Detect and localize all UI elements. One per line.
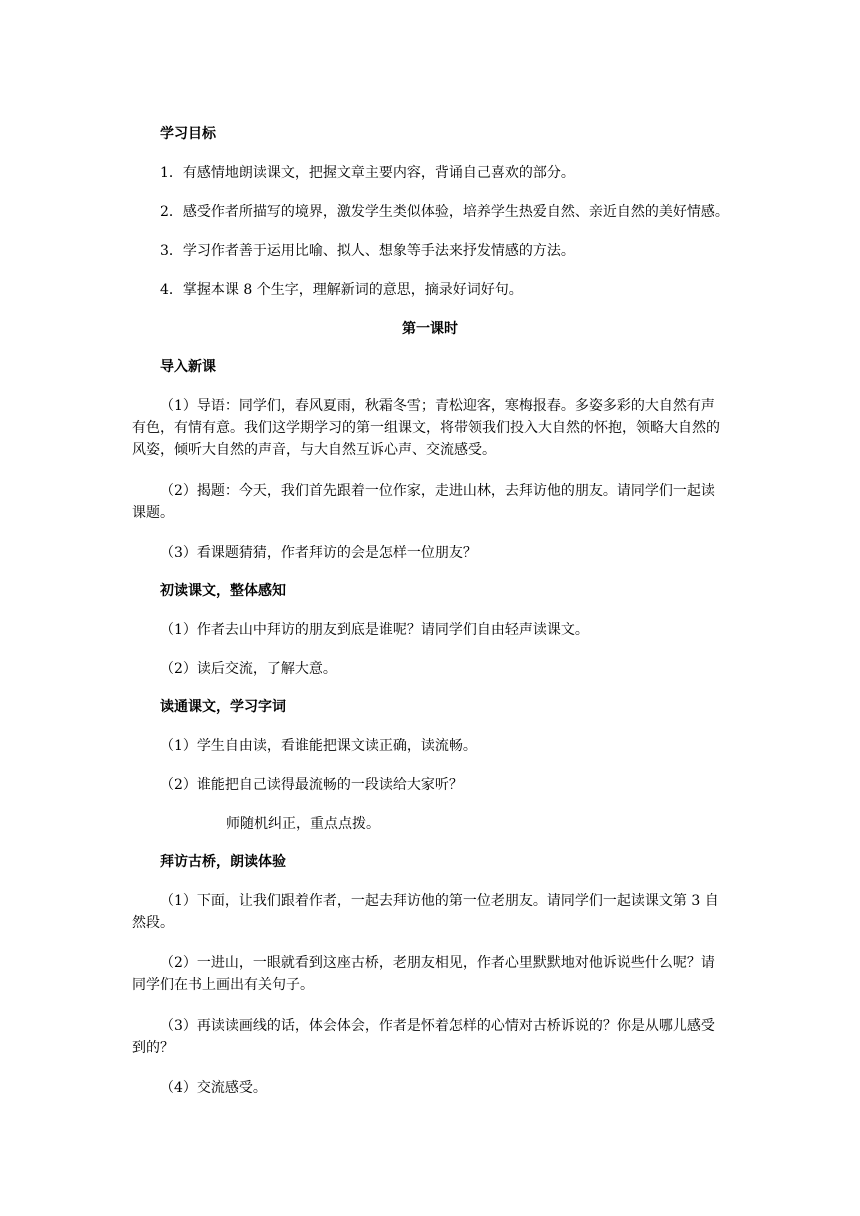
lesson-title: 第一课时 xyxy=(402,321,458,337)
paragraph-line: 同学们在书上画出有关句子。 xyxy=(132,977,314,993)
paragraph-line: （2）读后交流，了解大意。 xyxy=(160,661,337,677)
paragraph-line: （2）一进山，一眼就看到这座古桥，老朋友相见，作者心里默默地对他诉说些什么呢？请 xyxy=(160,955,715,971)
paragraph-line: 风姿，倾听大自然的声音，与大自然互诉心声、交流感受。 xyxy=(132,442,496,458)
objective-item: 3．学习作者善于运用比喻、拟人、想象等手法来抒发情感的方法。 xyxy=(160,243,575,259)
paragraph-line: （2）揭题：今天，我们首先跟着一位作家，走进山林，去拜访他的朋友。请同学们一起读 xyxy=(160,483,715,499)
paragraph-line: （3）再读读画线的话，体会体会，作者是怀着怎样的心情对古桥诉说的？你是从哪儿感受 xyxy=(160,1018,715,1034)
paragraph-line: 有色，有情有意。我们这学期学习的第一组课文，将带领我们投入大自然的怀抱，领略大自然的 xyxy=(132,420,720,436)
paragraph-line: （2）谁能把自己读得最流畅的一段读给大家听？ xyxy=(160,777,463,793)
objective-item: 4．掌握本课 8 个生字，理解新词的意思，摘录好词好句。 xyxy=(160,282,523,298)
paragraph-line: （1）导语：同学们，春风夏雨，秋霜冬雪；青松迎客，寒梅报春。多姿多彩的大自然有声 xyxy=(160,398,715,414)
section-heading-visit-bridge: 拜访古桥，朗读体验 xyxy=(160,854,286,870)
paragraph-line: 到的？ xyxy=(132,1040,174,1056)
paragraph-line: （1）学生自由读，看谁能把课文读正确，读流畅。 xyxy=(160,738,477,754)
paragraph-line: （1）作者去山中拜访的朋友到底是谁呢？请同学们自由轻声读课文。 xyxy=(160,622,589,638)
paragraph-line: 师随机纠正，重点点拨。 xyxy=(226,816,380,832)
section-heading-intro: 导入新课 xyxy=(160,359,216,375)
objective-item: 1．有感情地朗读课文，把握文章主要内容，背诵自己喜欢的部分。 xyxy=(160,165,575,181)
objective-item: 2．感受作者所描写的境界，激发学生类似体验，培养学生热爱自然、亲近自然的美好情感。 xyxy=(160,204,729,220)
paragraph-line: （1）下面，让我们跟着作者，一起去拜访他的第一位老朋友。请同学们一起读课文第 3 自 xyxy=(160,893,719,909)
paragraph-line: （4）交流感受。 xyxy=(160,1080,267,1096)
section-heading-read-through: 读通课文，学习字词 xyxy=(160,699,286,715)
section-heading-first-read: 初读课文，整体感知 xyxy=(160,583,286,599)
paragraph-line: 然段。 xyxy=(132,915,174,931)
paragraph-line: 课题。 xyxy=(132,505,174,521)
paragraph-line: （3）看课题猜猜，作者拜访的会是怎样一位朋友？ xyxy=(160,545,477,561)
section-heading-objectives: 学习目标 xyxy=(160,126,216,142)
